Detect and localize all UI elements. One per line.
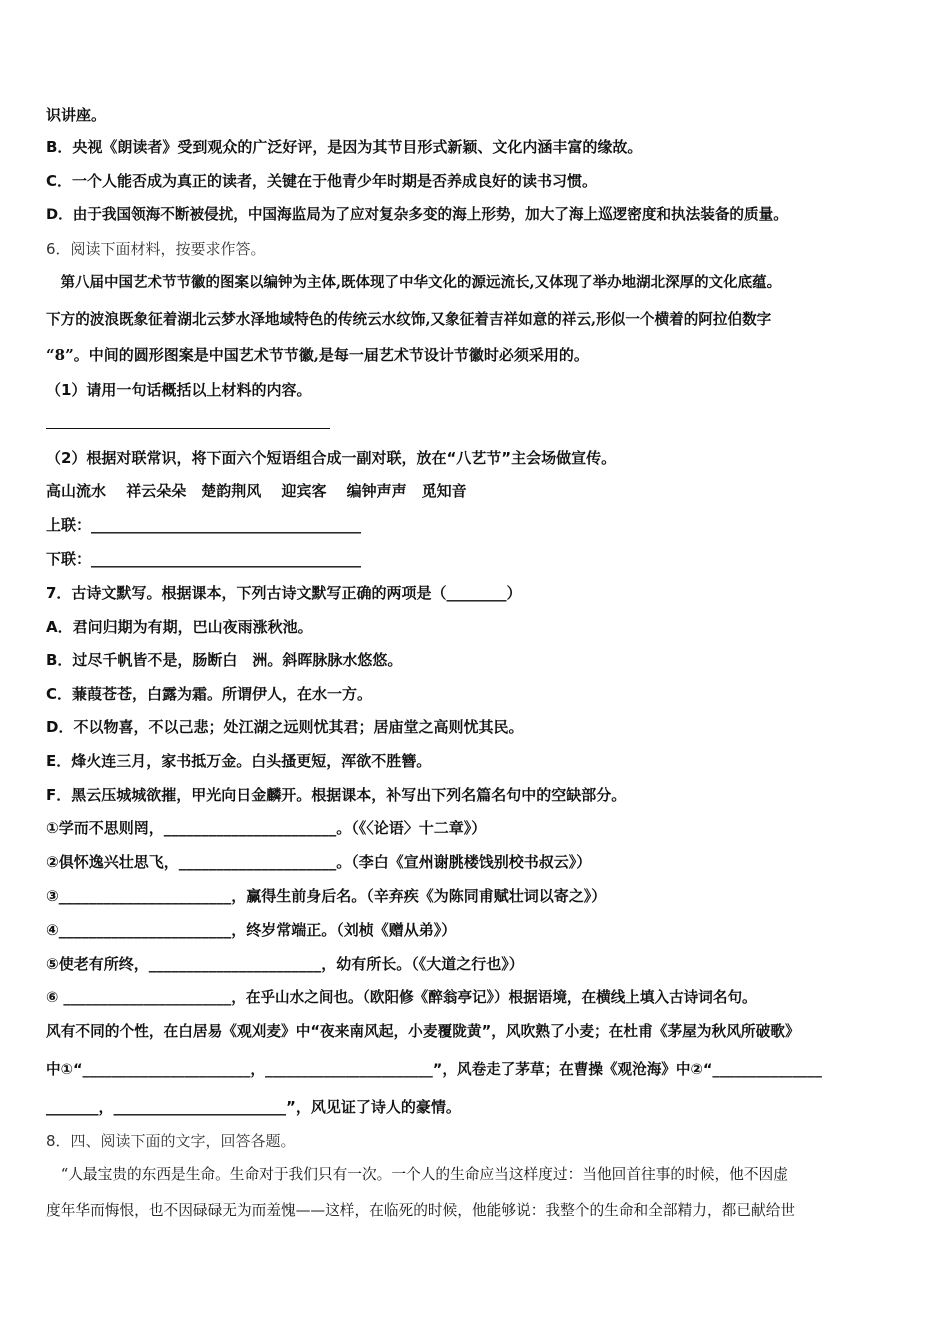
material-paragraph-line: 第八届中国艺术节节徽的图案以编钟为主体,既体现了中华文化的源远流长,又体现了举办地湖北深厚的文化底蕴。 <box>46 274 782 291</box>
reading-paragraph-line: “人最宝贵的东西是生命。生命对于我们只有一次。一个人的生命应当这样度过：当他回首往事的时候，他不因虚 <box>46 1166 788 1183</box>
question-8-heading: 8．四、阅读下面的文字，回答各题。 <box>46 1132 296 1150</box>
reading-paragraph-line: 度年华而悔恨，也不因碌碌无为而羞愧——这样，在临死的时候，他能够说：我整个的生命和全部精力，都已献给世 <box>46 1202 796 1219</box>
context-blank-line[interactable]: _______，_______________________”，风见证了诗人的豪情。 <box>46 1098 461 1116</box>
material-paragraph-line: 下方的波浪既象征着湖北云梦水泽地域特色的传统云水纹饰,又象征着吉祥如意的祥云,形似一个横着的阿拉伯数字 <box>46 311 772 328</box>
fill-blank-3[interactable]: ③_______________________，赢得生前身后名。（辛弃疾《为陈同甫赋壮词以寄之》） <box>46 887 607 905</box>
option-d: D．由于我国领海不断被侵扰，中国海监局为了应对复杂多变的海上形势，加大了海上巡逻密度和执法装备的质量。 <box>46 206 788 223</box>
phrase-list: 高山流水 祥云朵朵 楚韵荆风 迎宾客 编钟声声 觅知音 <box>46 482 467 500</box>
option-c: C．蒹葭苍苍，白露为霜。所谓伊人，在水一方。 <box>46 685 373 703</box>
option-c: C．一个人能否成为真正的读者，关键在于他青少年时期是否养成良好的读书习惯。 <box>46 172 598 190</box>
material-paragraph-line: “8”。中间的圆形图案是中国艺术节节徽,是每一届艺术节设计节徽时必须采用的。 <box>46 346 589 364</box>
fill-blank-1[interactable]: ①学而不思则罔，_______________________。（《〈论语〉十二章》） <box>46 819 487 837</box>
fill-blank-4[interactable]: ④_______________________，终岁常端正。（刘桢《赠从弟》） <box>46 921 457 939</box>
option-b: B．过尽千帆皆不是，肠断白 洲。斜晖脉脉水悠悠。 <box>46 651 403 669</box>
subquestion-1: （1）请用一句话概括以上材料的内容。 <box>46 381 312 399</box>
fill-blank-2[interactable]: ②俱怀逸兴壮思飞，_____________________。（李白《宣州谢朓楼饯别校书叔云》） <box>46 853 592 871</box>
option-b: B．央视《朗读者》受到观众的广泛好评，是因为其节目形式新颖、文化内涵丰富的缘故。 <box>46 138 643 156</box>
fill-blank-5[interactable]: ⑤使老有所终，_______________________，幼有所长。（《大道之行也》） <box>46 955 524 973</box>
question-6-heading: 6．阅读下面材料，按要求作答。 <box>46 240 266 258</box>
text-line: 识讲座。 <box>46 106 107 124</box>
option-d: D．不以物喜，不以己悲；处江湖之远则忧其君；居庙堂之高则忧其民。 <box>46 718 524 736</box>
option-f: F．黑云压城城欲摧，甲光向日金麟开。根据课本，补写出下列名篇名句中的空缺部分。 <box>46 786 627 804</box>
context-blank-line[interactable]: 中①“_______________________，_______________________”，风卷走了茅草；在曹操《观沧海》中②“_______________ <box>46 1061 822 1078</box>
context-paragraph-line: 风有不同的个性，在白居易《观刈麦》中“夜来南风起，小麦覆陇黄”，风吹熟了小麦；在杜甫《茅屋为秋风所破歌》 <box>46 1023 800 1040</box>
option-a: A．君问归期为有期，巴山夜雨涨秋池。 <box>46 618 313 636</box>
lower-couplet-blank[interactable]: 下联：____________________________________ <box>46 550 362 568</box>
option-e: E．烽火连三月，家书抵万金。白头搔更短，浑欲不胜簪。 <box>46 752 432 770</box>
subquestion-2: （2）根据对联常识，将下面六个短语组合成一副对联，放在“八艺节”主会场做宣传。 <box>46 449 617 467</box>
fill-blank-6[interactable]: ⑥ _______________________，在乎山水之间也。（欧阳修《醉翁亭记》）根据语境，在横线上填入古诗词名句。 <box>46 989 757 1006</box>
upper-couplet-blank[interactable]: 上联：____________________________________ <box>46 516 362 534</box>
answer-blank-line[interactable] <box>46 428 330 429</box>
question-7-heading: 7．古诗文默写。根据课本，下列古诗文默写正确的两项是（________） <box>46 584 522 602</box>
